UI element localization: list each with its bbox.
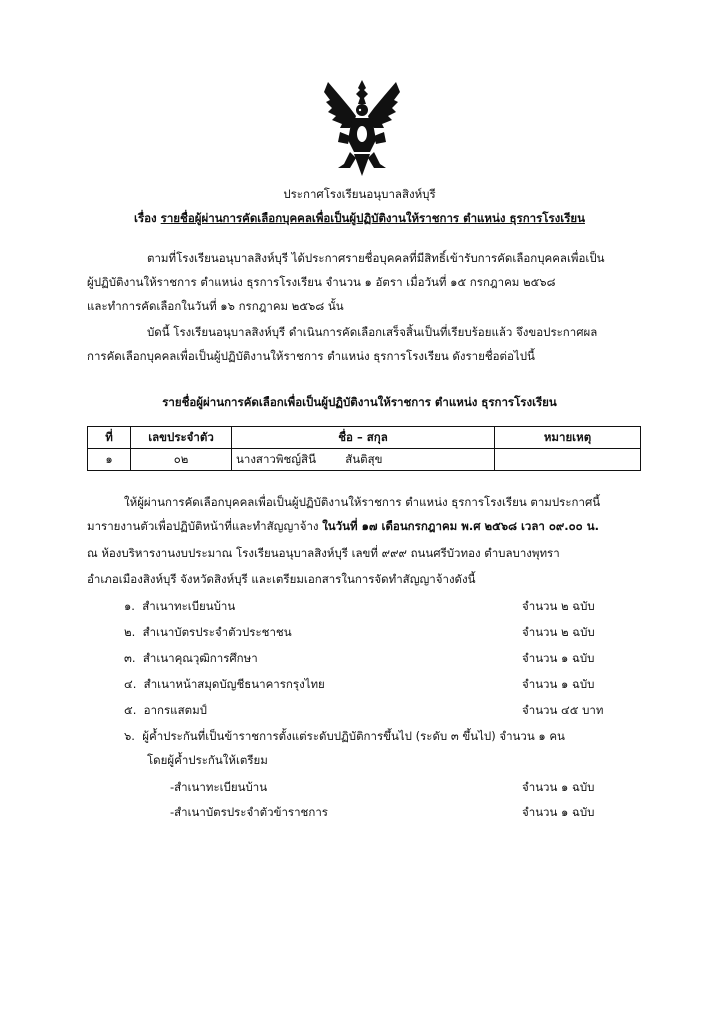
guarantor-line1: ๖. ผู้ค้ำประกันที่เป็นข้าราชการตั้งแต่ระดับปฏิบัติการขึ้นไป (ระดับ ๓ ขึ้นไป) จำนวน ๑ คน	[124, 729, 565, 743]
para3-line4: อำเภอเมืองสิงห์บุรี จังหวัดสิงห์บุรี และเตรียมเอกสารในการจัดทำสัญญาจ้างดังนี้	[87, 572, 476, 586]
subject-text: รายชื่อผู้ผ่านการคัดเลือกบุคคลเพื่อเป็นผู้ปฏิบัติงานให้ราชการ ตำแหน่ง ธุรการโรงเรียน	[160, 211, 585, 225]
para3-line2	[87, 518, 599, 536]
cell-last-name: สันติสุข	[345, 451, 383, 466]
para2-line2: การคัดเลือกบุคคลเพื่อเป็นผู้ปฏิบัติงานให้ราชการ ตำแหน่ง ธุรการโรงเรียน ดังรายชื่อต่อไปนี้	[87, 349, 535, 363]
guarantor-line2: โดยผู้ค้ำประกันให้เตรียม	[147, 753, 268, 767]
subject-label: เรื่อง	[134, 211, 157, 225]
para1-line2: ผู้ปฏิบัติงานให้ราชการ ตำแหน่ง ธุรการโรงเรียน จำนวน ๑ อัตรา เมื่อวันที่ ๑๕ กรกฎาคม ๒๕๖๘	[87, 275, 556, 289]
table-caption: รายชื่อผู้ผ่านการคัดเลือกเพื่อเป็นผู้ปฏิบัติงานให้ราชการ ตำแหน่ง ธุรการโรงเรียน	[162, 395, 557, 409]
garuda-emblem-icon	[320, 78, 404, 178]
document-title: ประกาศโรงเรียนอนุบาลสิงห์บุรี	[283, 187, 436, 201]
col-header-note: หมายเหตุ	[495, 427, 641, 449]
table-header-row	[88, 427, 641, 449]
para3-line2-plain: มารายงานตัวเพื่อปฏิบัติหน้าที่และทำสัญญาจ้าง	[87, 519, 319, 533]
cell-first-name: นางสาวพิชญ์สินี	[236, 451, 316, 466]
list-item: ๔. สำเนาหน้าสมุดบัญชีธนาคารกรุงไทย	[124, 677, 325, 691]
cell-note	[495, 449, 641, 471]
cell-name	[232, 449, 495, 471]
col-header-id: เลขประจำตัว	[131, 427, 232, 449]
para2-line1: บัดนี้ โรงเรียนอนุบาลสิงห์บุรี ดำเนินการคัดเลือกเสร็จสิ้นเป็นที่เรียบร้อยแล้ว จึงขอประกาศผล	[147, 325, 598, 339]
list-item: ๒. สำเนาบัตรประจำตัวประชาชน	[124, 625, 292, 639]
list-item-qty: จำนวน ๒ ฉบับ	[522, 625, 595, 639]
guarantor-item: -สำเนาบัตรประจำตัวข้าราชการ	[170, 805, 328, 819]
para3-line3: ณ ห้องบริหารงานงบประมาณ โรงเรียนอนุบาลสิงห์บุรี เลขที่ ๙๙๙ ถนนศรีบัวทอง ตำบลบางพุทรา	[87, 546, 560, 560]
cell-no: ๑	[88, 449, 131, 471]
table-row	[88, 449, 641, 471]
list-item: ๕. อากรแสตมป์	[124, 703, 207, 717]
para1-line3: และทำการคัดเลือกในวันที่ ๑๖ กรกฎาคม ๒๕๖๘ นั้น	[87, 299, 344, 313]
col-header-name: ชื่อ – สกุล	[232, 427, 495, 449]
list-item-qty: จำนวน ๔๕ บาท	[522, 703, 604, 717]
selection-table	[87, 426, 641, 471]
list-item-qty: จำนวน ๑ ฉบับ	[522, 677, 595, 691]
list-item: ๓. สำเนาคุณวุฒิการศึกษา	[124, 651, 258, 665]
col-header-no: ที่	[88, 427, 131, 449]
guarantor-item-qty: จำนวน ๑ ฉบับ	[522, 805, 595, 819]
list-item: ๑. สำเนาทะเบียนบ้าน	[124, 599, 236, 613]
list-item-qty: จำนวน ๒ ฉบับ	[522, 599, 595, 613]
report-date-time: ในวันที่ ๑๗ เดือนกรกฎาคม พ.ศ ๒๕๖๘ เวลา ๐๙.๐๐ น.	[322, 519, 599, 533]
guarantor-item: -สำเนาทะเบียนบ้าน	[170, 780, 268, 794]
subject-line	[0, 210, 719, 228]
cell-id: ๐๒	[131, 449, 232, 471]
para3-line1: ให้ผู้ผ่านการคัดเลือกบุคคลเพื่อเป็นผู้ปฏิบัติงานให้ราชการ ตำแหน่ง ธุรการโรงเรียน ตามประกาศนี้	[124, 495, 601, 509]
guarantor-item-qty: จำนวน ๑ ฉบับ	[522, 780, 595, 794]
para1-line1: ตามที่โรงเรียนอนุบาลสิงห์บุรี ได้ประกาศรายชื่อบุคคลที่มีสิทธิ์เข้ารับการคัดเลือกบุคคลเพื่อเป็น	[147, 251, 605, 265]
list-item-qty: จำนวน ๑ ฉบับ	[522, 651, 595, 665]
